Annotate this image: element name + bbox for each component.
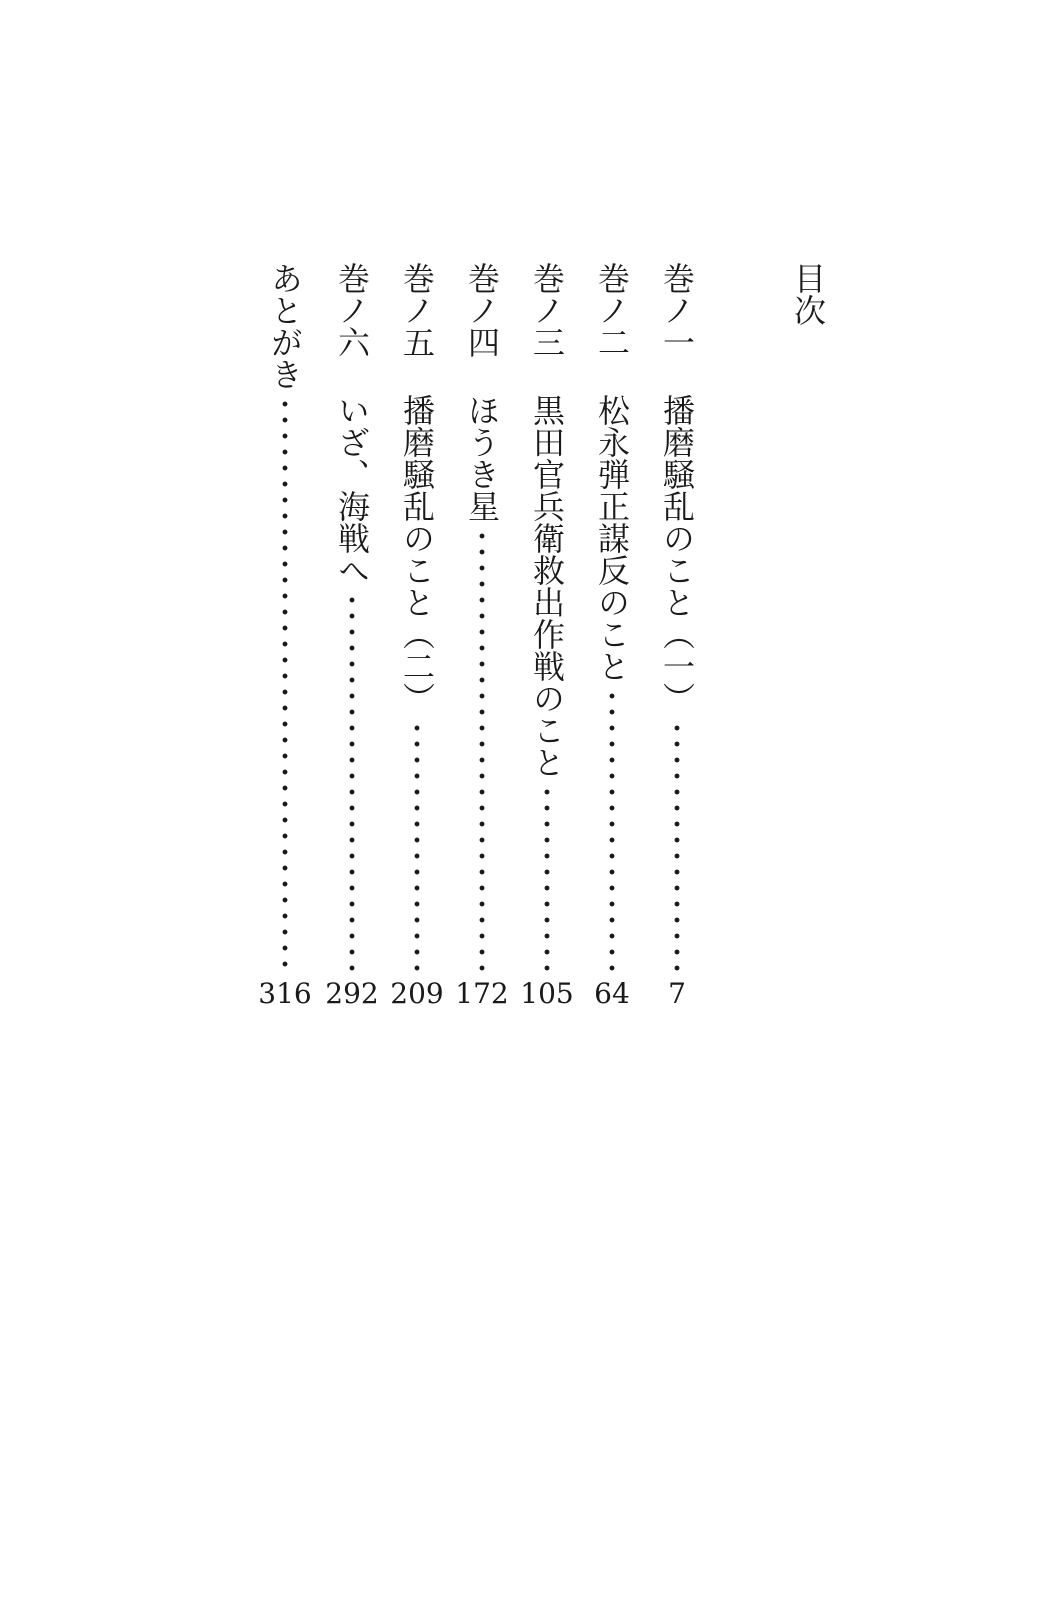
toc-title: 目次: [789, 262, 827, 326]
toc-entry[interactable]: [460, 262, 504, 972]
dot-leader: [544, 784, 550, 972]
dot-leader: [414, 720, 420, 972]
dot-leader: [479, 528, 485, 972]
entry-volume: 巻ノ二: [593, 262, 631, 358]
dot-leader: [282, 396, 288, 972]
toc-entry[interactable]: [655, 262, 699, 972]
entry-page: 172: [455, 977, 509, 1010]
entry-volume: 巻ノ六: [333, 262, 371, 358]
dot-leader: [349, 592, 355, 972]
entry-volume: 巻ノ三: [528, 262, 566, 358]
entry-volume: 巻ノ五: [398, 262, 436, 358]
entry-chapter: ほうき星: [463, 394, 501, 522]
toc-entry[interactable]: [590, 262, 634, 972]
entry-volume: 巻ノ四: [463, 262, 501, 358]
entry-chapter: 播磨騒乱のこと（二）: [398, 394, 436, 714]
entry-page: 316: [258, 977, 312, 1010]
entry-page: 209: [390, 977, 444, 1010]
entry-page: 64: [594, 977, 630, 1010]
entry-volume: 巻ノ一: [658, 262, 696, 358]
toc-entry[interactable]: [330, 262, 374, 972]
entry-chapter: いざ、海戦へ: [333, 394, 371, 586]
entry-page: 7: [668, 977, 686, 1010]
entry-chapter: 播磨騒乱のこと（一）: [658, 394, 696, 714]
toc-entry[interactable]: [525, 262, 569, 972]
entry-chapter: 松永弾正謀反のこと: [593, 394, 631, 682]
toc-entry[interactable]: [263, 262, 307, 972]
entry-chapter: 黒田官兵衛救出作戦のこと: [528, 394, 566, 778]
dot-leader: [609, 688, 615, 972]
dot-leader: [674, 720, 680, 972]
toc-entry[interactable]: [395, 262, 439, 972]
entry-chapter: あとがき: [266, 262, 304, 390]
entry-page: 292: [325, 977, 379, 1010]
entry-page: 105: [520, 977, 574, 1010]
